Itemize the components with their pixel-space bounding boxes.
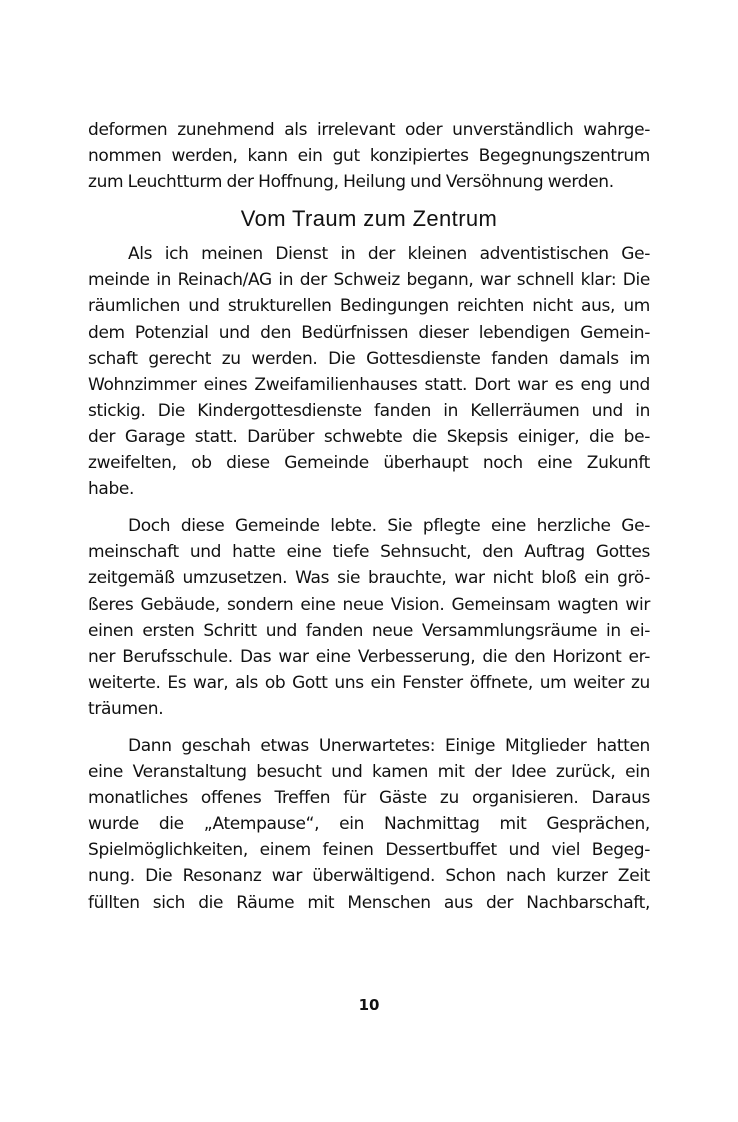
text-line: nung. Die Resonanz war überwältigend. Schon nach kurzer Zeit xyxy=(88,866,650,887)
body-paragraph xyxy=(88,241,650,502)
body-paragraph xyxy=(88,733,650,916)
text-line: habe. xyxy=(88,479,135,500)
text-line: ßeres Gebäude, sondern eine neue Vision. Gemeinsam wagten wir xyxy=(88,594,650,615)
section-heading: Vom Traum zum Zentrum xyxy=(240,206,498,232)
body-paragraph xyxy=(88,513,650,722)
text-line: meinde in Reinach/AG in der Schweiz begann, war schnell klar: Die xyxy=(88,270,650,291)
page-number: 10 xyxy=(358,996,380,1014)
text-line: weiterte. Es war, als ob Gott uns ein Fenster öffnete, um weiter zu xyxy=(88,672,650,693)
text-line: stickig. Die Kindergottesdienste fanden in Kellerräumen und in xyxy=(88,400,650,421)
text-line: räumlichen und strukturellen Bedingungen reichten nicht aus, um xyxy=(88,296,650,317)
text-line: zum Leuchtturm der Hoffnung, Heilung und Versöhnung werden. xyxy=(88,172,614,193)
text-line: zweifelten, ob diese Gemeinde überhaupt noch eine Zukunft xyxy=(88,453,650,474)
text-line: nommen werden, kann ein gut konzipiertes Begegnungszentrum xyxy=(88,146,650,167)
text-line: ner Berufsschule. Das war eine Verbesserung, die den Horizont er- xyxy=(88,646,650,667)
text-line: Doch diese Gemeinde lebte. Sie pflegte eine herzliche Ge- xyxy=(128,516,650,537)
text-line: meinschaft und hatte eine tiefe Sehnsucht, den Auftrag Gottes xyxy=(88,542,650,563)
text-line: Dann geschah etwas Unerwartetes: Einige Mitglieder hatten xyxy=(128,735,650,756)
text-line: eine Veranstaltung besucht und kamen mit der Idee zurück, ein xyxy=(88,762,650,783)
text-line: schaft gerecht zu werden. Die Gottesdienste fanden damals im xyxy=(88,348,650,369)
intro-paragraph xyxy=(88,117,650,195)
text-line: der Garage statt. Darüber schwebte die Skepsis einiger, die be- xyxy=(88,426,650,447)
text-line: einen ersten Schritt und fanden neue Versammlungsräume in ei- xyxy=(88,620,650,641)
text-line: Wohnzimmer eines Zweifamilienhauses statt. Dort war es eng und xyxy=(88,374,650,395)
text-line: dem Potenzial und den Bedürfnissen dieser lebendigen Gemein- xyxy=(88,322,650,343)
text-line: träumen. xyxy=(88,698,164,719)
text-line: Spielmöglichkeiten, einem feinen Dessertbuffet und viel Begeg- xyxy=(88,840,650,861)
text-line: Als ich meinen Dienst in der kleinen adventistischen Ge- xyxy=(128,244,650,265)
text-line: zeitgemäß umzusetzen. Was sie brauchte, war nicht bloß ein grö- xyxy=(88,568,650,589)
text-line: wurde die „Atempause“, ein Nachmittag mit Gesprächen, xyxy=(88,814,650,835)
text-line: monatliches offenes Treffen für Gäste zu organisieren. Daraus xyxy=(88,788,650,809)
page-content xyxy=(88,117,650,916)
text-line: füllten sich die Räume mit Menschen aus der Nachbarschaft, xyxy=(88,892,650,913)
text-line: deformen zunehmend als irrelevant oder unverständlich wahrge- xyxy=(88,120,650,140)
